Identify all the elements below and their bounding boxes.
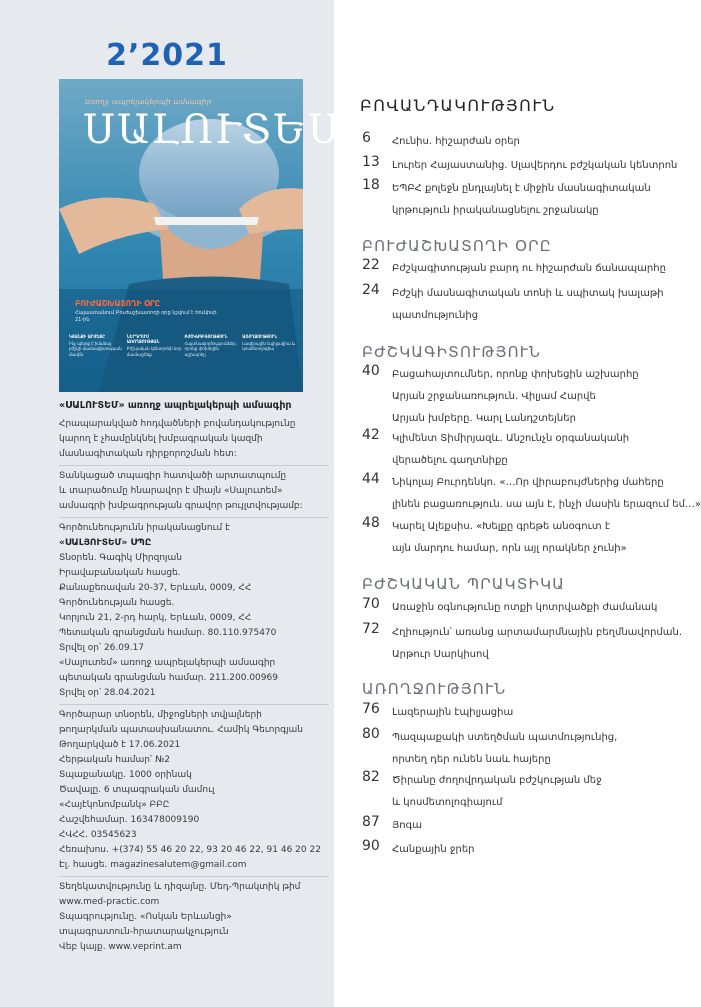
toc-page-number: 40 [362, 363, 380, 379]
toc-entry-line: Լազերային էպիլյացիա [392, 707, 514, 718]
toc-entry-title [392, 131, 692, 153]
toc-entry-line: Հղիություն՝ առանց արտամարմնային բեղմնավորման. [392, 627, 683, 638]
cover-teaser: ՆԵՐԴՐՈՒՄ ԱՌՈՂՋՈՒԹՅԱՆ Բժշկական կենտրոնի նոր մասնաշենք [126, 334, 182, 357]
toc-title: ԲՈՎԱՆԴԱԿՈՒԹՅՈՒՆ [360, 96, 556, 115]
toc-entry-line: Կարել Ալեքսիս. «Խելքը գրեթե անօգուտ է [392, 521, 610, 532]
imprint-line: մասնագիտական դիրքորոշման հետ: [59, 449, 237, 459]
imprint-line: Պետական գրանցման համար. 80.110.975470 [59, 628, 277, 638]
toc-entry-line: Արթուր Սարկիսով [392, 649, 489, 660]
imprint-line: և տարածումը հնարավոր է միայն «Սալուտեմ» [59, 486, 283, 496]
toc-entry-line: կրթություն իրականացնելու շրջանակը [392, 205, 599, 216]
toc-entry-line: որտեղ դեր ունեն նաև հայերը [392, 754, 551, 765]
toc-entry-title [392, 815, 692, 837]
magazine-cover [59, 79, 346, 392]
toc-entry-title [392, 622, 692, 666]
imprint-line: Տրվել օր՝ 26.09.17 [59, 643, 145, 653]
toc-page-number: 24 [362, 282, 380, 298]
toc-page-number: 90 [362, 838, 380, 854]
imprint-block [59, 708, 329, 877]
toc-entry-line: Բժշկի մասնագիտական տոնի և սպիտակ խալաթի [392, 288, 664, 299]
imprint-line: Թողարկված է 17.06.2021 [59, 740, 181, 750]
toc-page-number: 22 [362, 257, 380, 273]
toc-entry-line: Բացահայտումներ, որոնք փոխեցին աշխարհը [392, 369, 639, 380]
toc-page-number: 48 [362, 515, 380, 531]
toc-entry-line: այն մարդու համար, որն այլ որակներ չունի» [392, 543, 627, 554]
imprint-line: Հերթական համար՝ №2 [59, 755, 171, 765]
toc-page-number: 87 [362, 814, 380, 830]
imprint-line: Տանկացած տպագիր հատվածի արտատպումը [59, 471, 287, 481]
imprint-line: Տնօրեն. Գագիկ Միրզոյան [59, 553, 182, 563]
imprint-line: Տեղեկատվությունը և դիզայնը. Մեդ-Պրակտիկ թիմ [59, 882, 301, 892]
toc-section-heading: ԲԺՇԿԱԳԻՏՈՒԹՅՈՒՆ [362, 343, 542, 361]
toc-entry-title [392, 258, 692, 280]
imprint-line: «ՍԱԼՅՈՒՏԵՄ» ՍՊԸ [59, 538, 152, 548]
imprint-line: Վեբ կայք. www.veprint.am [59, 942, 182, 952]
toc-entry-title [392, 702, 692, 724]
toc-page-number: 18 [362, 177, 380, 193]
toc-entry-line: Կլիմենտ Տիմիրյազև. Անշունչն օրգանականի [392, 433, 630, 444]
cover-subtitle: Առողջ ապրելակերպի ամսագիր [85, 98, 212, 106]
imprint-line: թողարկման պատասխանատու. Համիկ Գեւորգյան [59, 725, 304, 735]
toc-entry-title [392, 597, 692, 619]
toc-page-number: 80 [362, 726, 380, 742]
toc-page-number: 76 [362, 701, 380, 717]
imprint-block [59, 880, 329, 958]
imprint-line: Տրվել օր՝ 28.04.2021 [59, 688, 156, 698]
imprint-line: Ծավալը. 6 տպագրական մամուլ [59, 785, 215, 795]
toc-entry-title [392, 178, 692, 222]
cover-teasers [69, 334, 297, 357]
cover-feature-title: ԲՈՒԺԱՇԽԱՏՈՂԻ ՕՐԸ [75, 299, 161, 308]
imprint-lead: «ՍԱԼՈՒՏԵՄ» առողջ ապրելակերպի ամսագիր [59, 400, 292, 411]
toc-entry-line: Արյան խմբերը. Կարլ Լանդշտեյներ [392, 413, 576, 424]
toc-entry-title [392, 364, 692, 430]
imprint-line: տպագրատուն-հրատարակչություն [59, 927, 229, 937]
imprint-line: Հեռախոս. +(374) 55 46 20 22, 93 20 46 22, 91 46 20 22 [59, 845, 321, 855]
toc-entry-line: լինեն բացառություն. սա այն է, ինչի մասին երազում եմ…» [392, 499, 701, 510]
imprint-block [59, 469, 329, 518]
imprint-line: Հաշվեհամար. 163478009190 [59, 815, 200, 825]
imprint-block [59, 521, 329, 705]
toc-entry-title [392, 770, 692, 814]
toc-entry-line: Լուրեր Հայաստանից. Սլավերդու բժշկական կենտրոն [392, 160, 678, 171]
toc-section-heading: ԲՈՒԺԱՇԽԱՏՈՂԻ ՕՐԸ [362, 237, 552, 255]
toc-entry-title [392, 283, 692, 327]
toc-entry-title [392, 839, 692, 861]
toc-entry-line: վերածելու գաղտնիքը [392, 455, 508, 466]
imprint [59, 398, 329, 961]
toc-page-number: 70 [362, 596, 380, 612]
toc-entry-line: Արյան շրջանառություն. Վիլյամ Հարվե [392, 391, 596, 402]
toc-entry-line: Յոգա [392, 820, 422, 831]
issue-number: 2’2021 [106, 38, 228, 73]
toc-entry-title [392, 727, 692, 771]
imprint-line: «Հայէկոնոմբանկ» ԲԲԸ [59, 800, 170, 810]
cover-teaser: ԲԺՇԿԱԳԻՏՈՒԹՅՈՒՆ Հայտնագործություններ, որոնք փոխեցին աշխարհը [184, 334, 237, 357]
toc-page-number: 13 [362, 154, 380, 170]
toc-section-heading: ԱՌՈՂՋՈՒԹՅՈՒՆ [362, 680, 507, 698]
toc-page-number: 42 [362, 427, 380, 443]
imprint-line: պետական գրանցման համար. 211.200.00969 [59, 673, 278, 683]
imprint-line: կարող է չհամընկնել խմբագրական կազմի [59, 434, 263, 444]
imprint-block [59, 417, 329, 466]
imprint-line: Գործունեությունն իրականացնում է [59, 523, 230, 533]
imprint-line: Էլ. հասցե. magazinesalutem@gmail.com [59, 860, 247, 870]
imprint-line: «Սալուտեմ» առողջ ապրելակերպի ամսագիր [59, 658, 276, 668]
imprint-line: www.med-practic.com [59, 897, 160, 907]
cover-teaser: ԱՌՈՂՋՈՒԹՅՈՒՆ Լազերային էպիլյացիա և կոսմետոլոգիա [242, 334, 296, 352]
toc-entry-title [392, 155, 692, 177]
toc-entry-line: Բժշկագիտության բարդ ու հիշարժան ճանապարհը [392, 263, 666, 274]
toc-entry-line: Առաջին օգնությունը ոտքի կոտրվածքի ժամանակ [392, 602, 658, 613]
imprint-line: Գործարար տնօրեն, միջոցների տվյալների [59, 710, 262, 720]
imprint-line: Իրավաբանական հասցե. [59, 568, 181, 578]
toc-page-number: 6 [362, 130, 371, 146]
imprint-line: ամսագրի խմբագրության գրավոր թույլտվությամբ: [59, 501, 303, 511]
imprint-line: Հրապարակված հոդվածների բովանդակությունը [59, 419, 296, 429]
toc-page-number: 82 [362, 769, 380, 785]
cover-feature-subtitle: Հայաստանում Բուժաշխատողի օրը նշվում է հունիսի 21-ին [75, 310, 217, 323]
imprint-line: Կորյուն 21, 2-րդ հարկ, Երևան, 0009, ՀՀ [59, 613, 252, 623]
imprint-line: Քանաքեռավան 20-37, Երևան, 0009, ՀՀ [59, 583, 252, 593]
toc-entry-title [392, 516, 692, 560]
toc-section-heading: ԲԺՇԿԱԿԱՆ ՊՐԱԿՏԻԿԱ [362, 575, 565, 593]
toc-page-number: 72 [362, 621, 380, 637]
toc-entry-title [392, 472, 701, 516]
toc-page-number: 44 [362, 471, 380, 487]
cover-teaser: ԿՅԱՆՔԻ ԱՐԺԵՔԸ Ինչ պետք է իմանալ բժշկի մասնագիտության մասին [69, 334, 122, 357]
toc-entry-line: և կոսմետոլոգիայում [392, 797, 503, 808]
imprint-line: Տպագրությունը. «Ոսկան Երևանցի» [59, 912, 232, 922]
toc-entry-line: Նիկոլայ Բուրդենկո. «…Որ վիրաբույժներից մահերը [392, 477, 664, 488]
imprint-line: ՀՎՀՀ. 03545623 [59, 830, 137, 840]
toc-entry-line: Հանքային ջրեր [392, 844, 475, 855]
toc-entry-line: Հունիս. հիշարժան օրեր [392, 136, 520, 147]
imprint-line: Գործունեության հասցե. [59, 598, 175, 608]
toc-entry-line: ԵՊԲՀ քոլեջն ընդլայնել է միջին մասնագիտական [392, 183, 651, 194]
imprint-line: Տպաքանակը. 1000 օրինակ [59, 770, 192, 780]
toc-entry-line: Պազպաքակի ստեղծման պատմությունից, [392, 732, 618, 743]
toc-entry-line: պատմությունից [392, 310, 479, 321]
toc-entry-line: Ծիրանը ժողովրդական բժշկության մեջ [392, 775, 602, 786]
toc-entry-title [392, 428, 692, 472]
cover-logo: ՍԱԼՈՒՏԵՄ [83, 107, 346, 153]
